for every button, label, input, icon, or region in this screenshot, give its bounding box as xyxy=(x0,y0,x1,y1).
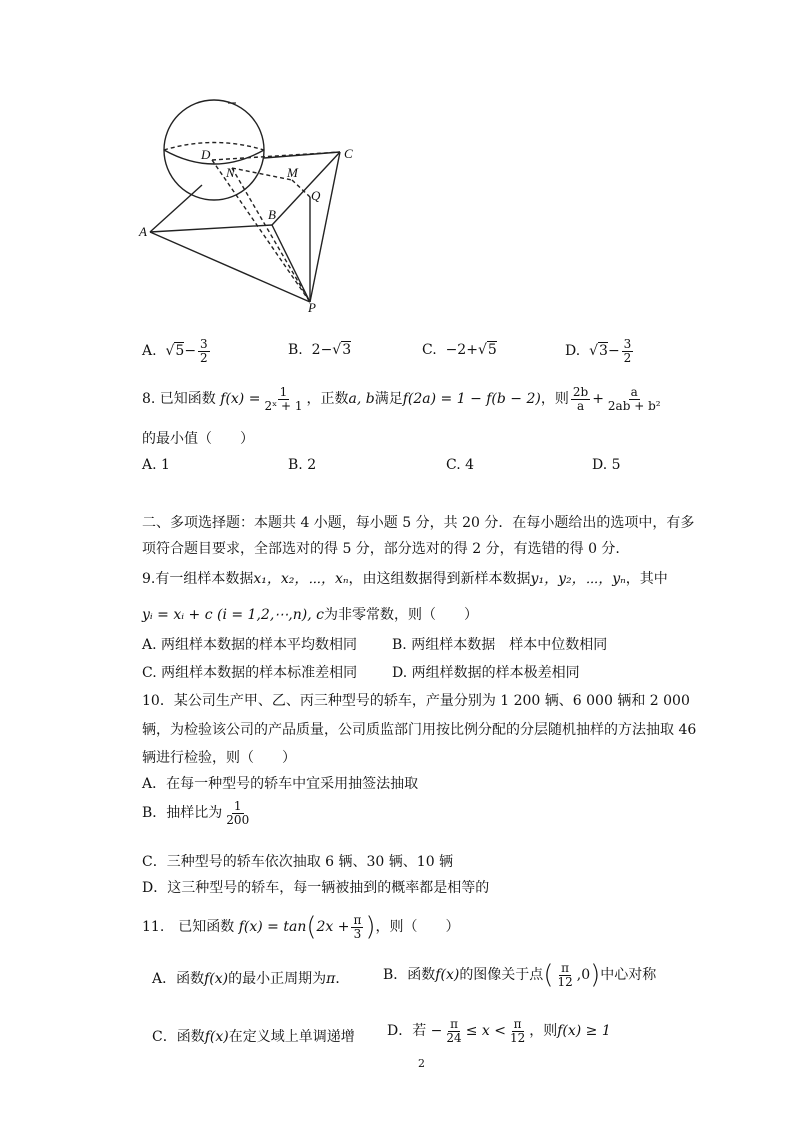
q8-option-b: B. 2 xyxy=(288,457,317,473)
q8-option-a: A. 1 xyxy=(142,457,170,473)
q7-option-d: D. √3− $\frac{3}{2}$ xyxy=(565,337,632,365)
q11-option-c: C．函数f(x)在定义域上单调递增 xyxy=(152,1029,355,1045)
edge-top-C xyxy=(264,152,340,158)
q9-stem-line1: 9.有一组样本数据x₁，x₂，⋯，xₙ，由这组数据得到新样本数据y₁，y₂，⋯，yₙ，其中 xyxy=(142,571,668,587)
label-M: M xyxy=(287,165,298,180)
q11-stem: 11. 已知函数 f(x) = tan(2x + $\frac{\pi}{3}$ )，则（ ） xyxy=(142,912,460,942)
q11-option-a: A．函数f(x)的最小正周期为π． xyxy=(152,971,350,987)
q10-option-c: C．三种型号的轿车依次抽取 6 辆、30 辆、10 辆 xyxy=(142,854,454,870)
q10-stem-line3: 辆进行检验，则（ ） xyxy=(142,750,296,766)
geometry-figure xyxy=(130,95,370,320)
q8-stem: 8. 已知函数 f(x) = $\frac{1}{\text{2ˣ + 1}}$ ，正数a, b满足f(2a) = 1 − f(b − 2)，则 $\frac{2b}{a}$ + $\frac{a}{\text{2ab + b²}}$ xyxy=(142,385,661,413)
label-C: C xyxy=(344,146,353,161)
edge-B-P xyxy=(272,225,310,302)
q8-option-c: C. 4 xyxy=(446,457,475,473)
section2-line1: 二、多项选择题：本题共 4 小题，每小题 5 分，共 20 分．在每小题给出的选项中，有多 xyxy=(142,515,695,531)
q10-stem-line2: 辆，为检验该公司的产品质量，公司质监部门用按比例分配的分层随机抽样的方法抽取 46 xyxy=(142,722,697,738)
label-A: A xyxy=(139,224,147,239)
dash-N-P xyxy=(232,168,310,302)
edge-A-B xyxy=(150,225,272,232)
q7-option-b: B. 2−√3 xyxy=(288,342,352,358)
sphere-equator-back xyxy=(164,143,264,151)
page-number: 2 xyxy=(418,1057,425,1070)
q11-option-d: D．若 − $\frac{\pi}{24}$ ≤ x < $\frac{\pi}{12}$ ，则f(x) ≥ 1 xyxy=(387,1017,611,1045)
label-N: N xyxy=(226,165,235,180)
label-P: P xyxy=(308,300,316,315)
q9-option-d: D. 两组样数据的样本极差相同 xyxy=(392,665,580,681)
q10-option-b: B．抽样比为 $\frac{1}{200}$ xyxy=(142,799,250,827)
label-D: D xyxy=(201,147,211,162)
edge-B-C xyxy=(272,152,340,225)
dash-N-M xyxy=(232,168,292,180)
q10-option-d: D．这三种型号的轿车，每一辆被抽到的概率都是相等的 xyxy=(142,880,490,896)
label-Q: Q xyxy=(311,188,321,203)
sphere-circle xyxy=(164,100,264,200)
label-B: B xyxy=(268,207,276,222)
q7-option-a: A. √5− $\frac{3}{2}$ xyxy=(142,337,208,365)
q10-stem-line1: 10．某公司生产甲、乙、丙三种型号的轿车，产量分别为 1 200 辆、6 000 辆和 2 000 xyxy=(142,693,690,709)
q9-option-a: A. 两组样本数据的样本平均数相同 xyxy=(142,637,358,653)
q8-option-d: D. 5 xyxy=(592,457,621,473)
q9-stem-line2: yᵢ = xᵢ + c (i = 1,2,⋯,n), c为非零常数，则（ ） xyxy=(142,607,478,623)
q9-option-c: C. 两组样本数据的样本标准差相同 xyxy=(142,665,358,681)
q11-option-b: B．函数f(x)的图像关于点( $\frac{\pi}{12}$ ,0)中心对称 xyxy=(383,960,657,990)
q9-option-b: B. 两组样本数据 样本中位数相同 xyxy=(392,637,608,653)
edge-A-top xyxy=(150,185,202,232)
edge-C-P xyxy=(310,152,340,302)
section2-line2: 项符合题目要求，全部选对的得 5 分，部分选对的得 2 分，有选错的得 0 分. xyxy=(142,541,620,557)
edge-A-P xyxy=(150,232,310,302)
q7-option-c: C. −2+√5 xyxy=(422,342,497,358)
q10-option-a: A．在每一种型号的轿车中宜采用抽签法抽取 xyxy=(142,776,419,792)
q8-stem-line2: 的最小值（ ） xyxy=(142,431,254,447)
